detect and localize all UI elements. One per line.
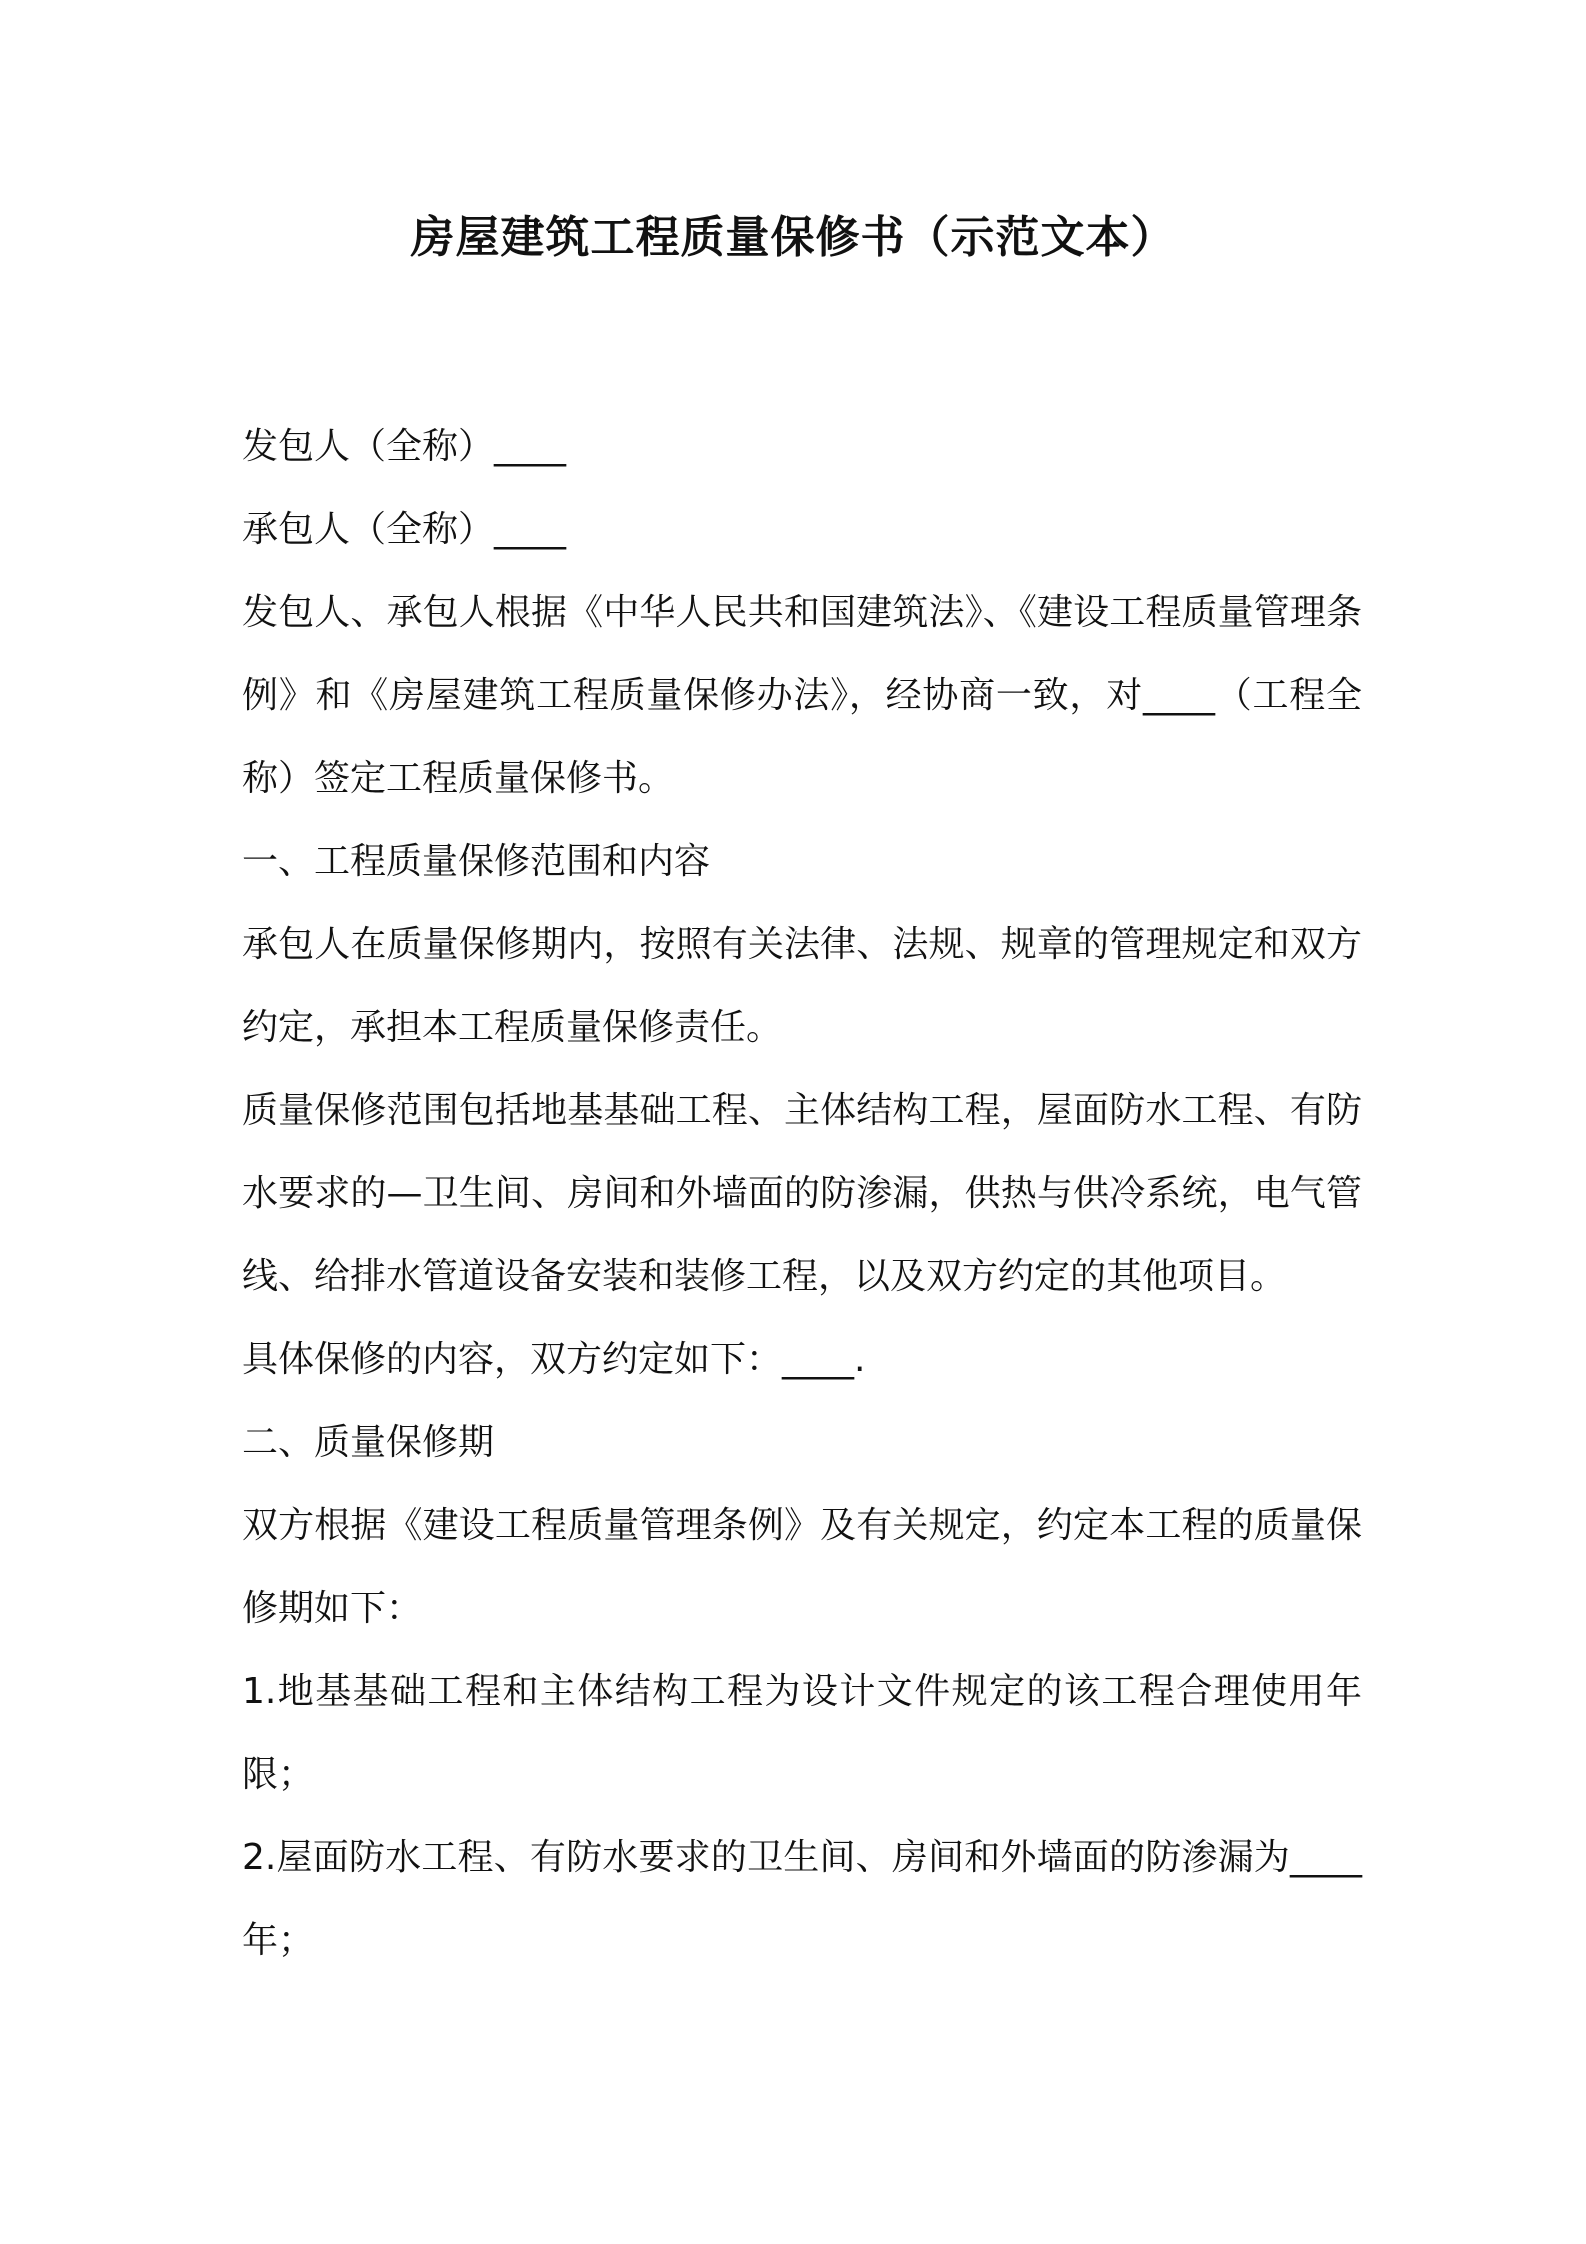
period-item-2: 2.屋面防水工程、有防水要求的卫生间、房间和外墙面的防渗漏为____年； [242, 1837, 1362, 1961]
period-item-1: 1.地基基础工程和主体结构工程为设计文件规定的该工程合理使用年限； [242, 1671, 1362, 1795]
section-heading-period: 二、质量保修期 [242, 1422, 495, 1463]
scope-paragraph-responsibility: 承包人在质量保修期内，按照有关法律、法规、规章的管理规定和双方约定，承担本工程质量保修责任。 [242, 924, 1362, 1048]
preamble-paragraph: 发包人、承包人根据《中华人民共和国建筑法》、《建设工程质量管理条例》和《房屋建筑工程质量保修办法》，经协商一致，对____（工程全称）签定工程质量保修书。 [242, 592, 1362, 799]
section-heading-scope: 一、工程质量保修范围和内容 [242, 841, 711, 882]
employer-line: 发包人（全称）____ [242, 426, 567, 467]
scope-paragraph-details: 具体保修的内容，双方约定如下：____. [242, 1339, 866, 1380]
document-title: 房屋建筑工程质量保修书（示范文本） [410, 212, 1176, 263]
scope-paragraph-range: 质量保修范围包括地基基础工程、主体结构工程，屋面防水工程、有防水要求的—卫生间、房间和外墙面的防渗漏，供热与供冷系统，电气管线、给排水管道设备安装和装修工程，以及双方约定的其他项目。 [242, 1090, 1362, 1297]
contractor-line: 承包人（全称）____ [242, 509, 567, 550]
document-body [242, 405, 1362, 1982]
period-paragraph-intro: 双方根据《建设工程质量管理条例》及有关规定，约定本工程的质量保修期如下： [242, 1505, 1362, 1629]
